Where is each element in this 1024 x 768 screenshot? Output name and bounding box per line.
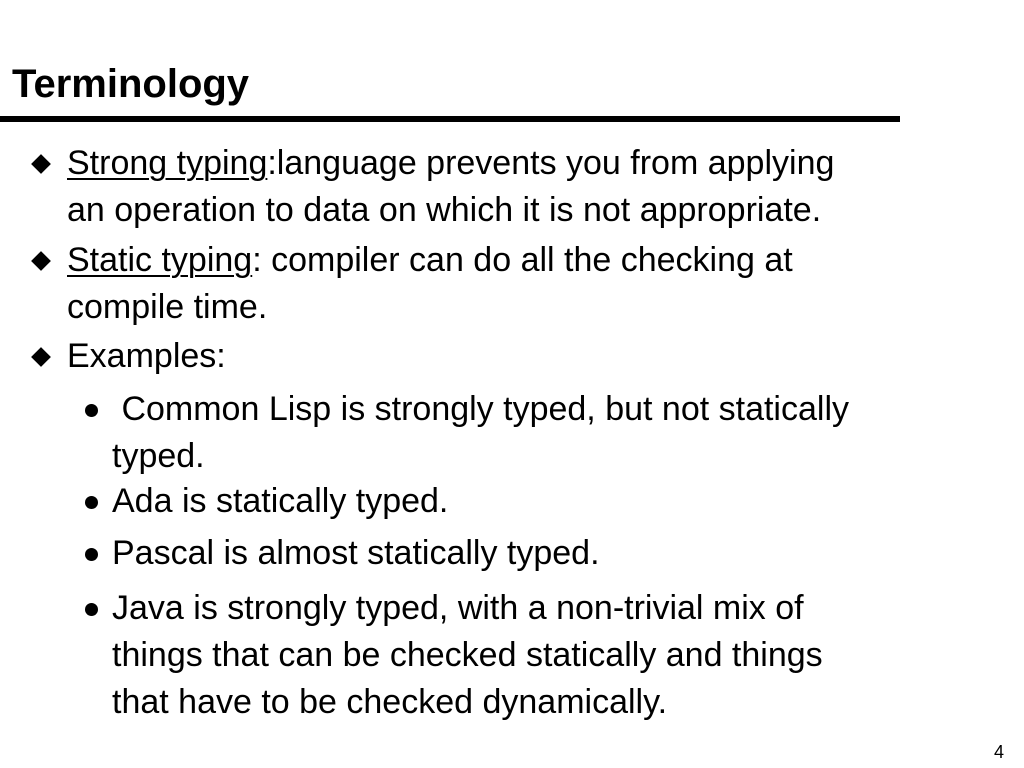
diamond-bullet-icon: [31, 347, 51, 367]
example-common-lisp: [112, 386, 849, 480]
bullet-static-typing: [67, 237, 793, 331]
definition-text: :language prevents you from applying: [267, 144, 835, 182]
bullet-line: an operation to data on which it is not appropriate.: [67, 191, 822, 229]
example-line: Common Lisp is strongly typed, but not statically: [112, 390, 849, 428]
round-bullet-icon: [85, 404, 98, 417]
definition-text: : compiler can do all the checking at: [252, 241, 793, 279]
bullet-examples: [67, 333, 226, 380]
bullet-strong-typing: [67, 140, 834, 234]
bullet-line: [67, 140, 834, 187]
round-bullet-icon: [85, 496, 98, 509]
bullet-line: compile time.: [67, 288, 268, 326]
example-line: Pascal is almost statically typed.: [112, 534, 600, 572]
example-pascal: [112, 530, 600, 577]
example-line: Ada is statically typed.: [112, 482, 449, 520]
term-static-typing: Static typing: [67, 241, 253, 279]
round-bullet-icon: [85, 548, 98, 561]
example-line: that have to be checked dynamically.: [112, 683, 668, 721]
term-strong-typing: Strong typing: [67, 144, 268, 182]
bullet-line: Examples:: [67, 337, 226, 375]
example-line: typed.: [112, 437, 205, 475]
diamond-bullet-icon: [31, 251, 51, 271]
diamond-bullet-icon: [31, 154, 51, 174]
example-line: things that can be checked statically and things: [112, 636, 823, 674]
slide-title: Terminology: [12, 62, 250, 106]
example-java: [112, 585, 823, 726]
example-ada: [112, 478, 448, 525]
example-line: Java is strongly typed, with a non-trivial mix of: [112, 589, 804, 627]
round-bullet-icon: [85, 603, 98, 616]
title-underline-rule: [0, 116, 900, 122]
bullet-line: [67, 237, 793, 284]
page-number: 4: [993, 742, 1004, 762]
